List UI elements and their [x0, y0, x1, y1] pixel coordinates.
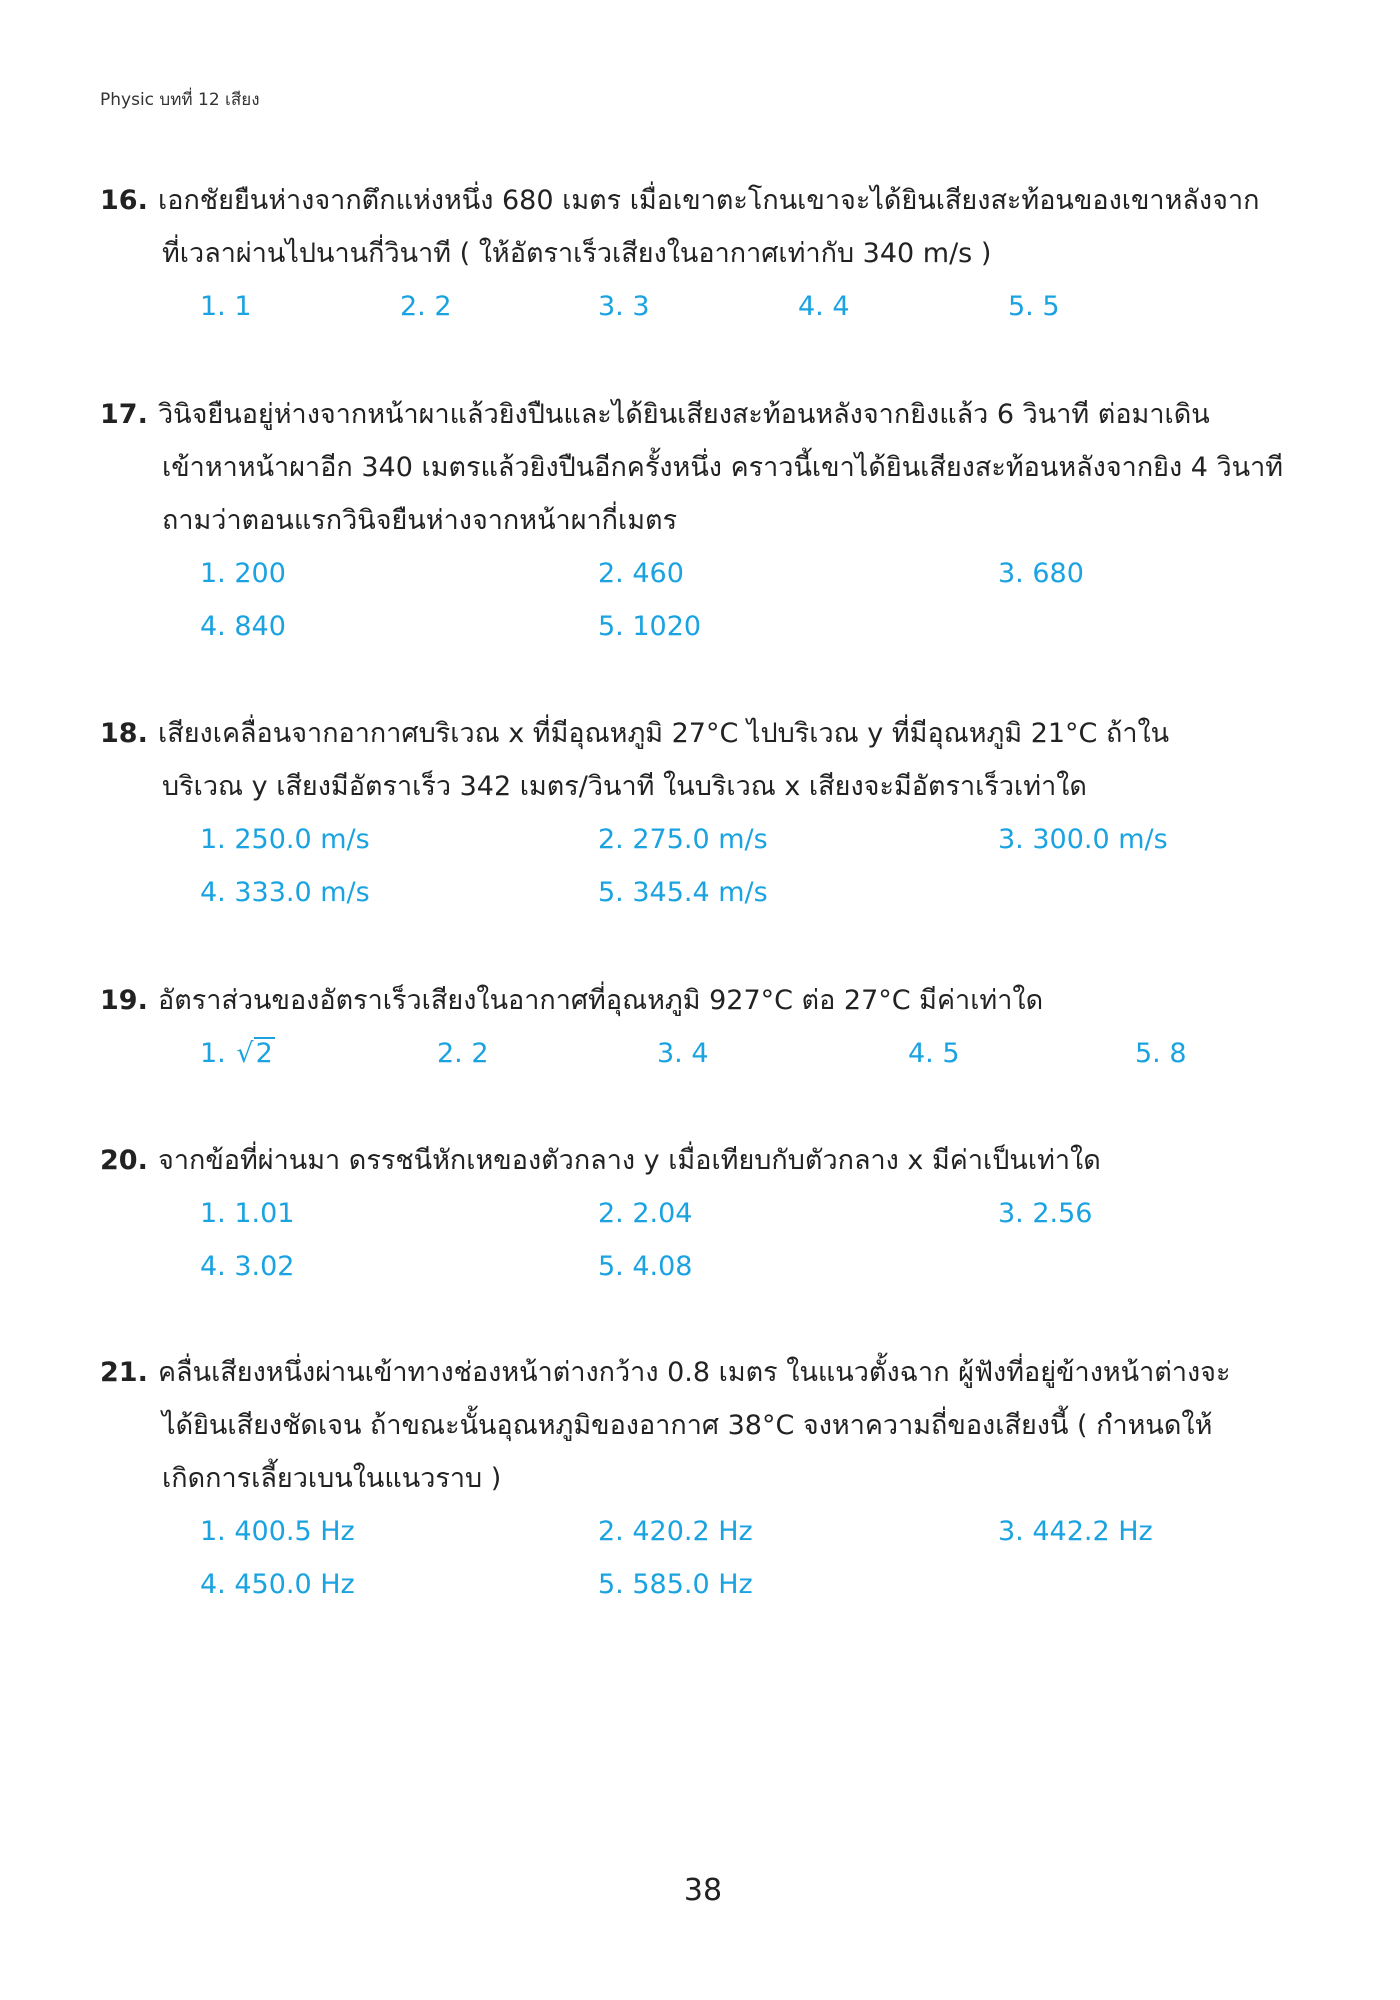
answer-option[interactable]: 5. 8 — [1135, 1038, 1187, 1069]
question-text: อัตราส่วนของอัตราเร็วเสียงในอากาศที่อุณหภูมิ 927°C ต่อ 27°C มีค่าเท่าใด — [158, 985, 1044, 1016]
question-16 — [100, 174, 1320, 333]
answer-option[interactable]: 2. 2 — [400, 291, 452, 322]
sqrt-value: 2 — [255, 1038, 273, 1069]
answer-option[interactable]: 4. 450.0 Hz — [200, 1569, 355, 1600]
answer-option[interactable]: 4. 3.02 — [200, 1251, 295, 1282]
answer-options — [100, 1027, 1320, 1080]
question-21 — [100, 1346, 1320, 1611]
answer-option[interactable]: 4. 4 — [798, 291, 850, 322]
question-text: วินิจยืนอยู่ห่างจากหน้าผาแล้วยิงปืนและได้ยินเสียงสะท้อนหลังจากยิงแล้ว 6 วินาที ต่อมาเดิน — [158, 399, 1210, 430]
question-text: ถามว่าตอนแรกวินิจยืนห่างจากหน้าผากี่เมตร — [162, 505, 678, 536]
question-17 — [100, 388, 1320, 653]
question-20 — [100, 1134, 1320, 1293]
question-18 — [100, 707, 1320, 919]
answer-option[interactable]: 5. 1020 — [598, 611, 702, 642]
question-number: 18. — [100, 718, 148, 749]
question-number: 17. — [100, 399, 148, 430]
running-header: Physic บทที่ 12 เสียง — [100, 90, 260, 110]
answer-option[interactable]: 2. 460 — [598, 558, 684, 589]
answer-option[interactable]: 5. 585.0 Hz — [598, 1569, 753, 1600]
answer-option[interactable]: 3. 300.0 m/s — [998, 824, 1168, 855]
question-text: บริเวณ y เสียงมีอัตราเร็ว 342 เมตร/วินาที ในบริเวณ x เสียงจะมีอัตราเร็วเท่าใด — [162, 771, 1087, 802]
answer-option[interactable]: 5. 345.4 m/s — [598, 877, 768, 908]
answer-option[interactable]: 4. 333.0 m/s — [200, 877, 370, 908]
answer-option[interactable]: 2. 2 — [437, 1038, 489, 1069]
answer-option[interactable]: 5. 4.08 — [598, 1251, 693, 1282]
answer-options — [100, 866, 1320, 919]
answer-options — [100, 1240, 1320, 1293]
answer-option[interactable] — [200, 1027, 275, 1080]
question-text: เข้าหาหน้าผาอีก 340 เมตรแล้วยิงปืนอีกครั้งหนึ่ง คราวนี้เขาได้ยินเสียงสะท้อนหลังจากยิง 4 วินาที — [162, 452, 1284, 483]
question-text: จากข้อที่ผ่านมา ดรรชนีหักเหของตัวกลาง y เมื่อเทียบกับตัวกลาง x มีค่าเป็นเท่าใด — [158, 1145, 1101, 1176]
question-text: ได้ยินเสียงชัดเจน ถ้าขณะนั้นอุณหภูมิของอากาศ 38°C จงหาความถี่ของเสียงนี้ ( กำหนดให้ — [162, 1410, 1213, 1441]
question-number: 20. — [100, 1145, 148, 1176]
answer-option[interactable]: 4. 5 — [908, 1038, 960, 1069]
answer-option[interactable]: 3. 4 — [657, 1038, 709, 1069]
question-text: เสียงเคลื่อนจากอากาศบริเวณ x ที่มีอุณหภูมิ 27°C ไปบริเวณ y ที่มีอุณหภูมิ 21°C ถ้าใน — [158, 718, 1170, 749]
answer-options — [100, 813, 1320, 866]
answer-option[interactable]: 4. 840 — [200, 611, 286, 642]
question-number: 19. — [100, 985, 148, 1016]
answer-options — [100, 1558, 1320, 1611]
square-root-icon: √2 — [236, 1038, 273, 1069]
question-number: 21. — [100, 1357, 148, 1388]
question-19 — [100, 974, 1320, 1080]
answer-options — [100, 1505, 1320, 1558]
question-text: คลื่นเสียงหนึ่งผ่านเข้าทางช่องหน้าต่างกว้าง 0.8 เมตร ในแนวตั้งฉาก ผู้ฟังที่อยู่ข้างหน้าต่างจะ — [158, 1357, 1231, 1388]
answer-option[interactable]: 1. 400.5 Hz — [200, 1516, 355, 1547]
answer-option[interactable]: 3. 680 — [998, 558, 1084, 589]
question-text: เอกชัยยืนห่างจากตึกแห่งหนึ่ง 680 เมตร เมื่อเขาตะโกนเขาจะได้ยินเสียงสะท้อนของเขาหลังจาก — [158, 185, 1260, 216]
answer-option[interactable]: 1. 200 — [200, 558, 286, 589]
answer-options — [100, 280, 1320, 333]
answer-option[interactable]: 2. 2.04 — [598, 1198, 693, 1229]
question-text: ที่เวลาผ่านไปนานกี่วินาที ( ให้อัตราเร็วเสียงในอากาศเท่ากับ 340 m/s ) — [162, 238, 992, 269]
answer-option[interactable]: 3. 442.2 Hz — [998, 1516, 1153, 1547]
page-number: 38 — [683, 1873, 723, 1908]
answer-option[interactable]: 2. 420.2 Hz — [598, 1516, 753, 1547]
answer-options — [100, 1187, 1320, 1240]
answer-option[interactable]: 5. 5 — [1008, 291, 1060, 322]
answer-options — [100, 600, 1320, 653]
answer-options — [100, 547, 1320, 600]
answer-option[interactable]: 1. 250.0 m/s — [200, 824, 370, 855]
answer-option[interactable]: 1. 1.01 — [200, 1198, 295, 1229]
question-text: เกิดการเลี้ยวเบนในแนวราบ ) — [162, 1463, 502, 1494]
question-number: 16. — [100, 185, 148, 216]
answer-option[interactable]: 2. 275.0 m/s — [598, 824, 768, 855]
answer-option[interactable]: 3. 3 — [598, 291, 650, 322]
answer-option[interactable]: 3. 2.56 — [998, 1198, 1093, 1229]
option-number: 1. — [200, 1038, 226, 1069]
answer-option[interactable]: 1. 1 — [200, 291, 252, 322]
